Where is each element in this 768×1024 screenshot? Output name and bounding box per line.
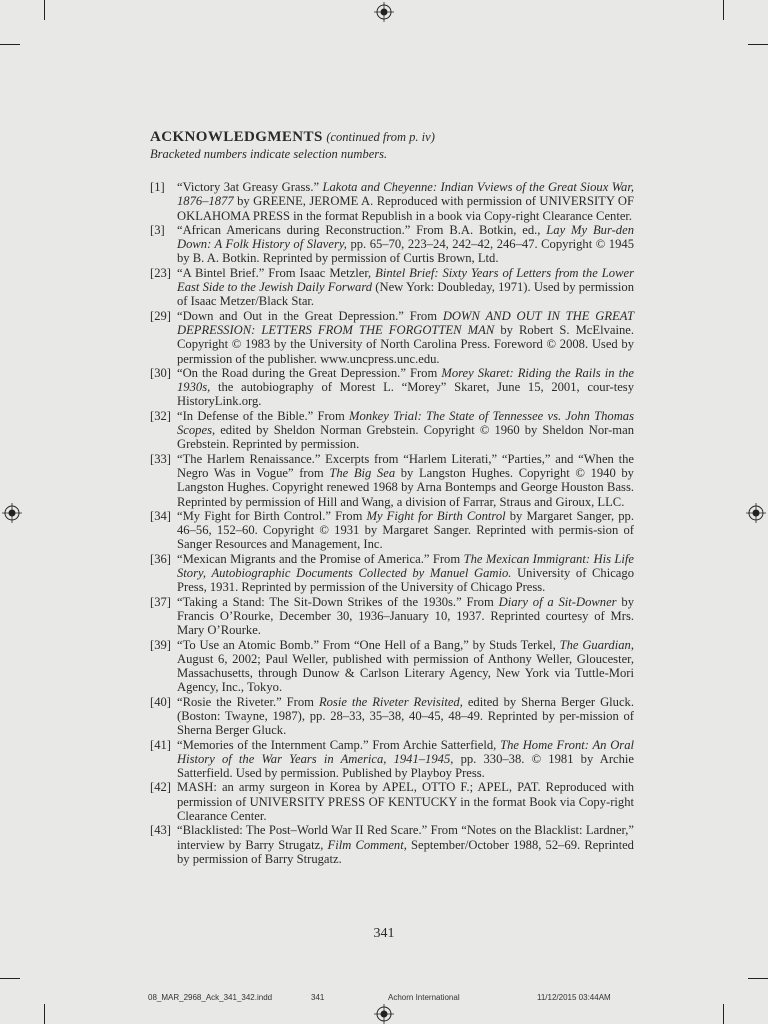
acknowledgment-entry: [150, 780, 634, 823]
entry-text-run: “The Harlem Renaissance.” Excerpts from “Harlem Literati,” “Parties,” and “When the Negro Was in Vogue” from: [177, 451, 634, 480]
entry-number: [41]: [150, 737, 171, 752]
entry-text-run: (New York: Doubleday, 1971). Used by permission of Isaac Metzer/Black Star.: [177, 280, 635, 309]
entry-text: [177, 638, 634, 695]
slug-page: 341: [311, 993, 325, 1002]
entry-number: [30]: [150, 365, 171, 380]
entry-text-run: “In Defense of the Bible.” From: [177, 408, 349, 423]
entry-text: [177, 366, 634, 409]
entry-text-run: MASH: an army surgeon in Korea by APEL, OTTO F.; APEL, PAT. Reproduced with permission of UNIVERSITY PRESS OF KENTUCKY in the format Book via Copy-right Clearance Center.: [177, 780, 634, 824]
section-heading: [150, 128, 634, 146]
entry-title-italic: Film Comment: [327, 837, 404, 852]
crop-mark: [44, 1004, 45, 1024]
entry-text-run: by Margaret Sanger, pp. 46–56, 152–60. Copyright © 1931 by Margaret Sanger. Reprinted with permis-sion of Sanger Resources and Management, Inc.: [177, 508, 634, 552]
slug-timestamp: 11/12/2015 03:44AM: [537, 993, 611, 1002]
entry-text: [177, 823, 634, 866]
entry-title-italic: The Mexican Immigrant: His Life Story, Autobiographic Documents Collected by Manuel Gamio.: [177, 551, 634, 581]
acknowledgment-entry: [150, 409, 634, 452]
entry-number: [29]: [150, 308, 171, 323]
entry-text: [177, 180, 634, 223]
entry-number: [37]: [150, 594, 171, 609]
acknowledgment-entry: [150, 366, 634, 409]
entry-text: [177, 552, 634, 595]
acknowledgment-entry: [150, 823, 634, 866]
entry-text-run: pp. 65–70, 223–24, 242–42, 246–47. Copyright © 1945 by B. A. Botkin. Reprinted by permission of Curtis Brown, Ltd.: [177, 237, 634, 266]
entry-number: [42]: [150, 780, 171, 795]
acknowledgment-entry: [150, 266, 634, 309]
entry-text: [177, 595, 634, 638]
entry-text: [177, 695, 634, 738]
page-number: 341: [373, 926, 395, 941]
entry-number: [34]: [150, 508, 171, 523]
slug-company: Achorn International: [388, 993, 460, 1002]
acknowledgment-entry: [150, 223, 634, 266]
entry-number: [36]: [150, 551, 171, 566]
crop-mark: [723, 1004, 724, 1024]
acknowledgment-entry: [150, 309, 634, 366]
entry-number: [1]: [150, 180, 165, 194]
entry-text-run: by Francis O’Rourke, December 30, 1936–January 10, 1937. Reprinted courtesy of Mrs. Mary O’Rourke.: [177, 594, 634, 638]
acknowledgment-entry: [150, 180, 634, 223]
entry-number: [33]: [150, 451, 171, 466]
entry-text: [177, 452, 634, 509]
heading-title: ACKNOWLEDGMENTS: [150, 129, 323, 145]
entry-text-run: “Mexican Migrants and the Promise of America.” From: [177, 551, 464, 566]
entry-text: [177, 223, 634, 266]
acknowledgment-entry: [150, 638, 634, 695]
crop-mark: [748, 978, 768, 979]
entry-text: [177, 780, 634, 823]
entry-number: [32]: [150, 408, 171, 423]
entry-text-run: “To Use an Atomic Bomb.” From “One Hell of a Bang,” by Studs Terkel,: [177, 637, 560, 652]
entry-number: [39]: [150, 637, 171, 652]
entry-text: [177, 509, 634, 552]
entry-text-run: by Langston Hughes. Copyright © 1940 by Langston Hughes. Copyright renewed 1968 by Arna Bontemps and George Houston Bass. Reprinted by permission of Hill and Wang, a division of Farrar, Straus and Giroux, LLC.: [177, 465, 634, 509]
entry-text-run: “Rosie the Riveter.” From: [177, 694, 319, 709]
entry-title-italic: My Fight for Birth Control: [366, 508, 506, 523]
entry-text-run: “Taking a Stand: The Sit-Down Strikes of the 1930s.” From: [177, 594, 499, 609]
entry-number: [43]: [150, 823, 171, 838]
slug-file: 08_MAR_2968_Ack_341_342.indd: [148, 993, 273, 1002]
entry-text: [177, 309, 634, 366]
entry-title-italic: DOWN AND OUT IN THE GREAT DEPRESSION: LETTERS FROM THE FORGOTTEN MAN: [177, 308, 634, 337]
acknowledgments-section: [150, 128, 634, 866]
entry-title-italic: The Home Front: An Oral History of the War Years in America, 1941–1945,: [177, 737, 634, 766]
entry-title-italic: Monkey Trial: The State of Tennessee vs. John Thomas Scopes,: [177, 408, 634, 438]
entry-text-run: University of Chicago Press, 1931. Reprinted by permission of the University of Chicago Press.: [177, 566, 634, 595]
entry-text: [177, 738, 634, 781]
entry-title-italic: Morey Skaret: Riding the Rails in the 1930s: [177, 365, 634, 395]
entry-title-italic: The Big Sea: [329, 465, 396, 480]
crop-mark: [723, 0, 724, 20]
entry-text: [177, 266, 634, 309]
crop-mark: [44, 0, 45, 20]
acknowledgment-entry: [150, 595, 634, 638]
entry-title-italic: Diary of a Sit-Downer: [498, 594, 617, 609]
entry-text-run: , September/October 1988, 52–69. Reprinted by permission of Barry Strugatz.: [177, 837, 634, 866]
entry-text-run: “Victory 3at Greasy Grass.”: [177, 180, 323, 194]
entry-title-italic: Bintel Brief: Sixty Years of Letters from the Lower East Side to the Jewish Daily Forward: [177, 265, 634, 295]
entry-text-run: “On the Road during the Great Depression.” From: [177, 365, 442, 380]
entry-text-run: edited by Sheldon Norman Grebstein. Copyright © 1960 by Sheldon Nor-man Grebstein. Reprinted by permission.: [177, 423, 634, 452]
acknowledgment-entry: [150, 452, 634, 509]
acknowledgment-entry: [150, 552, 634, 595]
registration-mark-icon: [374, 2, 394, 22]
crop-mark: [748, 44, 768, 45]
entry-text-run: “Memories of the Internment Camp.” From Archie Satterfield,: [177, 737, 501, 752]
crop-mark: [0, 44, 20, 45]
entry-title-italic: The Guardian: [559, 637, 631, 652]
registration-mark-icon: [2, 503, 22, 523]
entry-title-italic: Lakota and Cheyenne: Indian Vviews of the Great Sioux War, 1876–1877: [177, 180, 634, 209]
entry-text-run: pp. 330–38. © 1981 by Archie Satterfield. Used by permission. Published by Playboy Press.: [177, 751, 634, 781]
entry-text-run: by GREENE, JEROME A. Reproduced with permission of UNIVERSITY OF OKLAHOMA PRESS in the format Republish in a book via Copy-right Clearance Center.: [177, 194, 634, 223]
crop-mark: [0, 978, 20, 979]
registration-mark-icon: [374, 1004, 394, 1024]
acknowledgment-entry: [150, 695, 634, 738]
entry-number: [3]: [150, 222, 165, 237]
entry-text: [177, 409, 634, 452]
entry-title-italic: Lay My Bur-den Down: A Folk History of Slavery,: [177, 222, 634, 252]
entry-number: [23]: [150, 265, 171, 280]
entry-text-run: , August 6, 2002; Paul Weller, published with permission of Anthony Weller, Gloucester, Massachusetts, through Dunow & Carlson Literary Agency, New York via Tuttle-Mori Agency, Inc., Tokyo.: [177, 637, 634, 695]
acknowledgment-list: [150, 180, 634, 866]
acknowledgment-entry: [150, 509, 634, 552]
heading-subtitle: Bracketed numbers indicate selection numbers.: [150, 147, 388, 161]
registration-mark-icon: [746, 503, 766, 523]
entry-text-run: by Robert S. McElvaine. Copyright © 1983 by the University of North Carolina Press. Foreword © 2008. Used by permission of the publisher. www.uncpress.unc.edu.: [177, 322, 634, 366]
heading-continued-note: (continued from p. iv): [326, 130, 435, 144]
entry-number: [40]: [150, 694, 171, 709]
entry-text-run: , edited by Sherna Berger Gluck. (Boston: Twayne, 1987), pp. 28–33, 35–38, 40–45, 48–49. Reprinted by per-mission of Sherna Berger Gluck.: [177, 694, 634, 738]
entry-text-run: “Blacklisted: The Post–World War II Red Scare.” From “Notes on the Blacklist: Lardner,” interview by Barry Strugatz,: [177, 823, 634, 852]
entry-text-run: “A Bintel Brief.” From Isaac Metzler,: [177, 265, 376, 280]
entry-title-italic: Rosie the Riveter Revisited: [318, 694, 460, 709]
entry-text-run: “African Americans during Reconstruction.” From B.A. Botkin, ed.,: [177, 222, 547, 237]
entry-text-run: “Down and Out in the Great Depression.” From: [177, 308, 443, 323]
entry-text-run: “My Fight for Birth Control.” From: [177, 508, 367, 523]
acknowledgment-entry: [150, 738, 634, 781]
entry-text-run: , the autobiography of Morest L. “Morey” Skaret, June 15, 2001, cour-tesy HistoryLink.org.: [177, 380, 634, 409]
